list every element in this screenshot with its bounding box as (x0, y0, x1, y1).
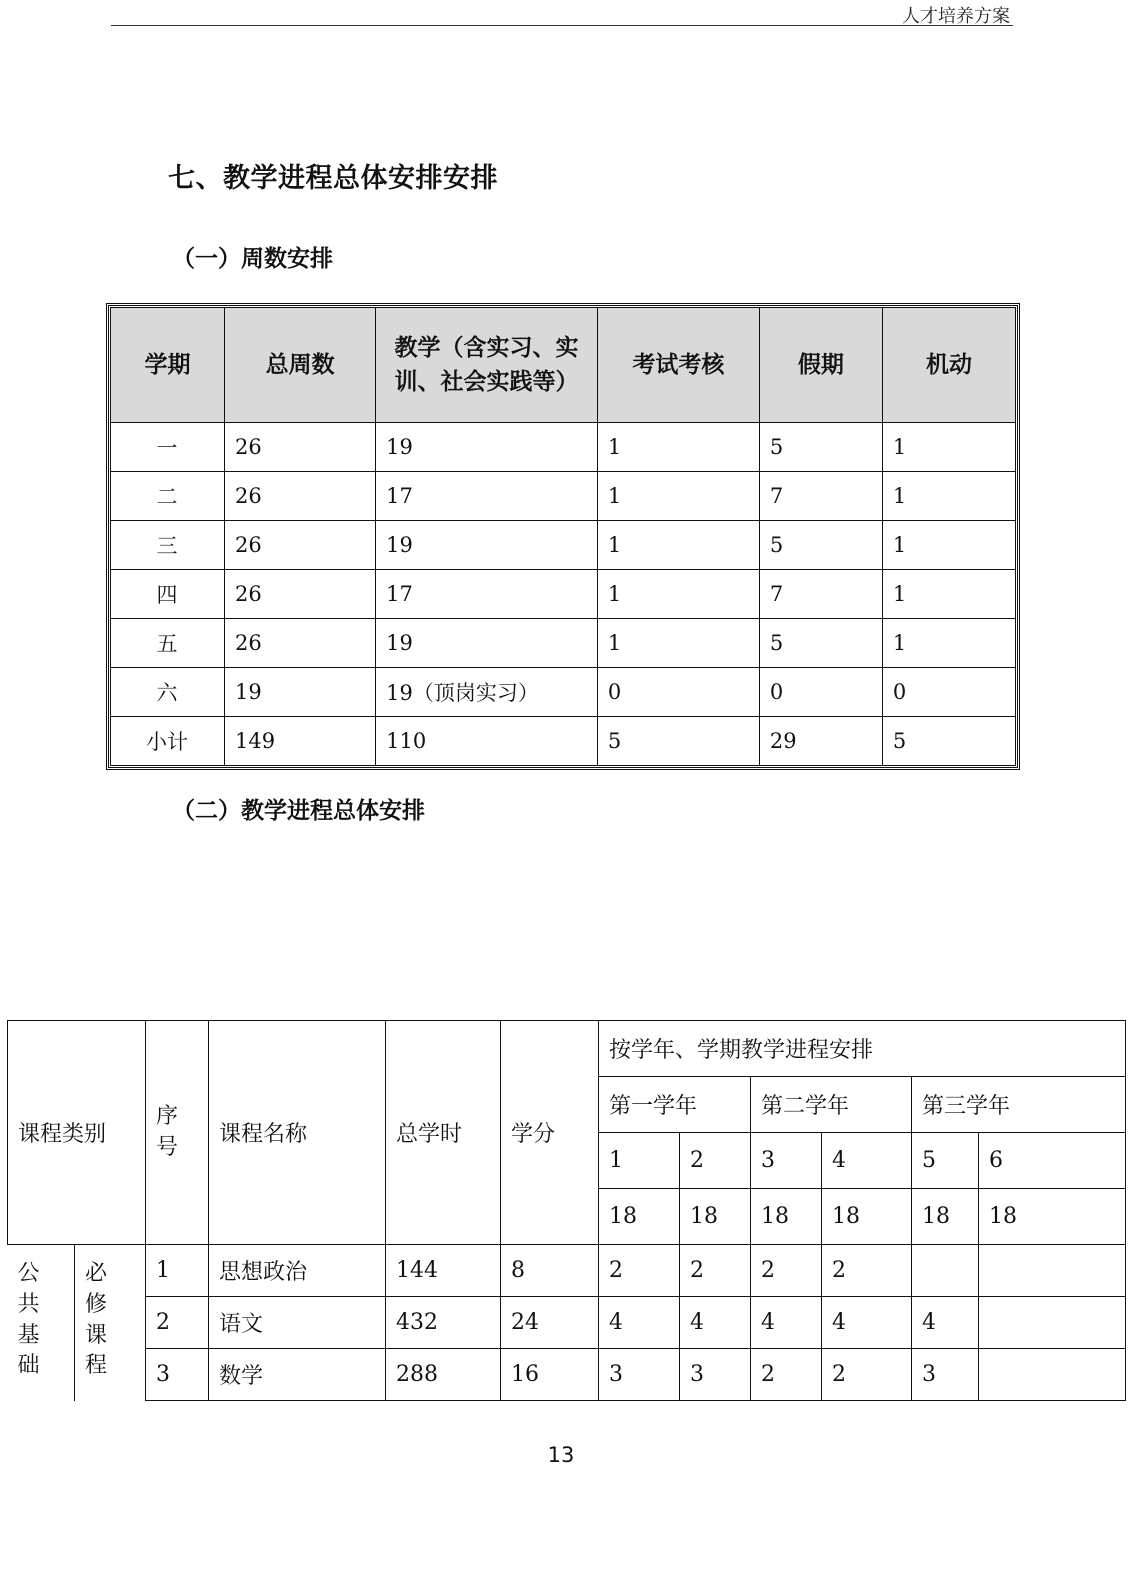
seq-cell: 3 (146, 1349, 209, 1401)
value-cell: 1 (597, 619, 759, 668)
header-cell-term-4: 4 (822, 1133, 912, 1189)
page-number: 13 (547, 1443, 575, 1467)
term-hours-cell: 3 (599, 1349, 680, 1401)
value-cell: 1 (597, 521, 759, 570)
weeks-table-row (111, 521, 1016, 570)
term-hours-cell: 2 (751, 1349, 822, 1401)
header-cell-term-1: 1 (599, 1133, 680, 1189)
header-cell-seq (146, 1021, 209, 1245)
value-cell: 5 (597, 717, 759, 766)
term-hours-cell: 2 (599, 1245, 680, 1297)
term-hours-cell: 3 (680, 1349, 751, 1401)
value-cell: 7 (759, 570, 882, 619)
value-cell: 19（顶岗实习） (376, 668, 598, 717)
weeks-table-row (111, 717, 1016, 766)
header-cell-term-3: 3 (751, 1133, 822, 1189)
value-cell: 26 (225, 570, 376, 619)
header-cell-weeks-3: 18 (751, 1189, 822, 1245)
value-cell: 19 (376, 521, 598, 570)
value-cell: 1 (882, 570, 1015, 619)
term-hours-cell: 3 (912, 1349, 979, 1401)
weeks-table-row (111, 668, 1016, 717)
header-cell-total-weeks: 总周数 (225, 308, 376, 423)
total-hours-cell: 288 (386, 1349, 501, 1401)
weeks-table (110, 307, 1016, 766)
category-cell-required (75, 1245, 146, 1401)
term-hours-cell: 4 (599, 1297, 680, 1349)
category-text-required: 必修课程 (85, 1261, 108, 1379)
progress-table (7, 1020, 1126, 1401)
term-hours-cell: 4 (822, 1297, 912, 1349)
credits-cell: 24 (501, 1297, 599, 1349)
value-cell: 0 (759, 668, 882, 717)
value-cell: 29 (759, 717, 882, 766)
header-cell-exam: 考试考核 (597, 308, 759, 423)
header-cell-year-3: 第三学年 (912, 1077, 1126, 1133)
header-rule (111, 25, 1013, 26)
term-hours-cell: 2 (822, 1349, 912, 1401)
total-hours-cell: 144 (386, 1245, 501, 1297)
subsection-title-progress: （二）教学进程总体安排 (172, 798, 425, 824)
value-cell: 17 (376, 570, 598, 619)
header-cell-category: 课程类别 (8, 1021, 146, 1245)
value-cell: 7 (759, 472, 882, 521)
term-hours-cell (912, 1245, 979, 1297)
value-cell: 5 (882, 717, 1015, 766)
header-cell-credits: 学分 (501, 1021, 599, 1245)
header-cell-term-2: 2 (680, 1133, 751, 1189)
value-cell: 0 (882, 668, 1015, 717)
header-cell-vacation: 假期 (759, 308, 882, 423)
value-cell: 26 (225, 521, 376, 570)
subsection-title-weeks: （一）周数安排 (172, 246, 333, 272)
weeks-table-row (111, 619, 1016, 668)
header-cell-term-6: 6 (979, 1133, 1126, 1189)
seq-cell: 1 (146, 1245, 209, 1297)
term-cell: 小计 (111, 717, 225, 766)
category-text-public-basic: 公共基础 (17, 1261, 40, 1379)
section-title: 七、教学进程总体安排安排 (168, 163, 498, 194)
header-cell-term-5: 5 (912, 1133, 979, 1189)
course-row (8, 1297, 1126, 1349)
header-cell-seq-text: 序号 (156, 1103, 179, 1160)
header-cell-course-name: 课程名称 (209, 1021, 386, 1245)
term-hours-cell (979, 1297, 1126, 1349)
value-cell: 17 (376, 472, 598, 521)
term-hours-cell (979, 1245, 1126, 1297)
header-cell-schedule: 按学年、学期教学进程安排 (599, 1021, 1126, 1077)
value-cell: 1 (882, 521, 1015, 570)
course-name-cell: 语文 (209, 1297, 386, 1349)
value-cell: 26 (225, 619, 376, 668)
value-cell: 1 (882, 472, 1015, 521)
value-cell: 1 (597, 570, 759, 619)
header-cell-weeks-6: 18 (979, 1189, 1126, 1245)
term-hours-cell: 4 (912, 1297, 979, 1349)
course-row (8, 1349, 1126, 1401)
weeks-table-row (111, 570, 1016, 619)
term-cell: 四 (111, 570, 225, 619)
credits-cell: 8 (501, 1245, 599, 1297)
header-cell-total-hours: 总学时 (386, 1021, 501, 1245)
header-cell-term: 学期 (111, 308, 225, 423)
value-cell: 1 (597, 472, 759, 521)
value-cell: 26 (225, 472, 376, 521)
value-cell: 1 (597, 423, 759, 472)
value-cell: 19 (225, 668, 376, 717)
term-hours-cell: 4 (680, 1297, 751, 1349)
term-cell: 六 (111, 668, 225, 717)
header-cell-flexible: 机动 (882, 308, 1015, 423)
value-cell: 5 (759, 619, 882, 668)
term-hours-cell (979, 1349, 1126, 1401)
term-hours-cell: 2 (751, 1245, 822, 1297)
header-cell-weeks-1: 18 (599, 1189, 680, 1245)
category-cell-public-basic (8, 1245, 75, 1401)
value-cell: 149 (225, 717, 376, 766)
value-cell: 19 (376, 423, 598, 472)
value-cell: 0 (597, 668, 759, 717)
header-cell-year-2: 第二学年 (751, 1077, 912, 1133)
term-cell: 五 (111, 619, 225, 668)
header-cell-weeks-5: 18 (912, 1189, 979, 1245)
header-label: 人才培养方案 (902, 6, 1010, 27)
term-hours-cell: 2 (822, 1245, 912, 1297)
course-row (8, 1245, 1126, 1297)
value-cell: 5 (759, 521, 882, 570)
credits-cell: 16 (501, 1349, 599, 1401)
weeks-table-row (111, 423, 1016, 472)
header-cell-weeks-2: 18 (680, 1189, 751, 1245)
value-cell: 1 (882, 423, 1015, 472)
term-cell: 三 (111, 521, 225, 570)
header-cell-teaching: 教学（含实习、实训、社会实践等） (376, 308, 598, 423)
course-name-cell: 数学 (209, 1349, 386, 1401)
header-cell-weeks-4: 18 (822, 1189, 912, 1245)
value-cell: 110 (376, 717, 598, 766)
value-cell: 26 (225, 423, 376, 472)
term-hours-cell: 2 (680, 1245, 751, 1297)
weeks-table-header-row (111, 308, 1016, 423)
weeks-table-frame (106, 303, 1020, 770)
value-cell: 19 (376, 619, 598, 668)
total-hours-cell: 432 (386, 1297, 501, 1349)
term-hours-cell: 4 (751, 1297, 822, 1349)
header-cell-year-1: 第一学年 (599, 1077, 751, 1133)
term-cell: 二 (111, 472, 225, 521)
seq-cell: 2 (146, 1297, 209, 1349)
weeks-table-row (111, 472, 1016, 521)
value-cell: 5 (759, 423, 882, 472)
term-cell: 一 (111, 423, 225, 472)
progress-header-row-1 (8, 1021, 1126, 1077)
value-cell: 1 (882, 619, 1015, 668)
course-name-cell: 思想政治 (209, 1245, 386, 1297)
